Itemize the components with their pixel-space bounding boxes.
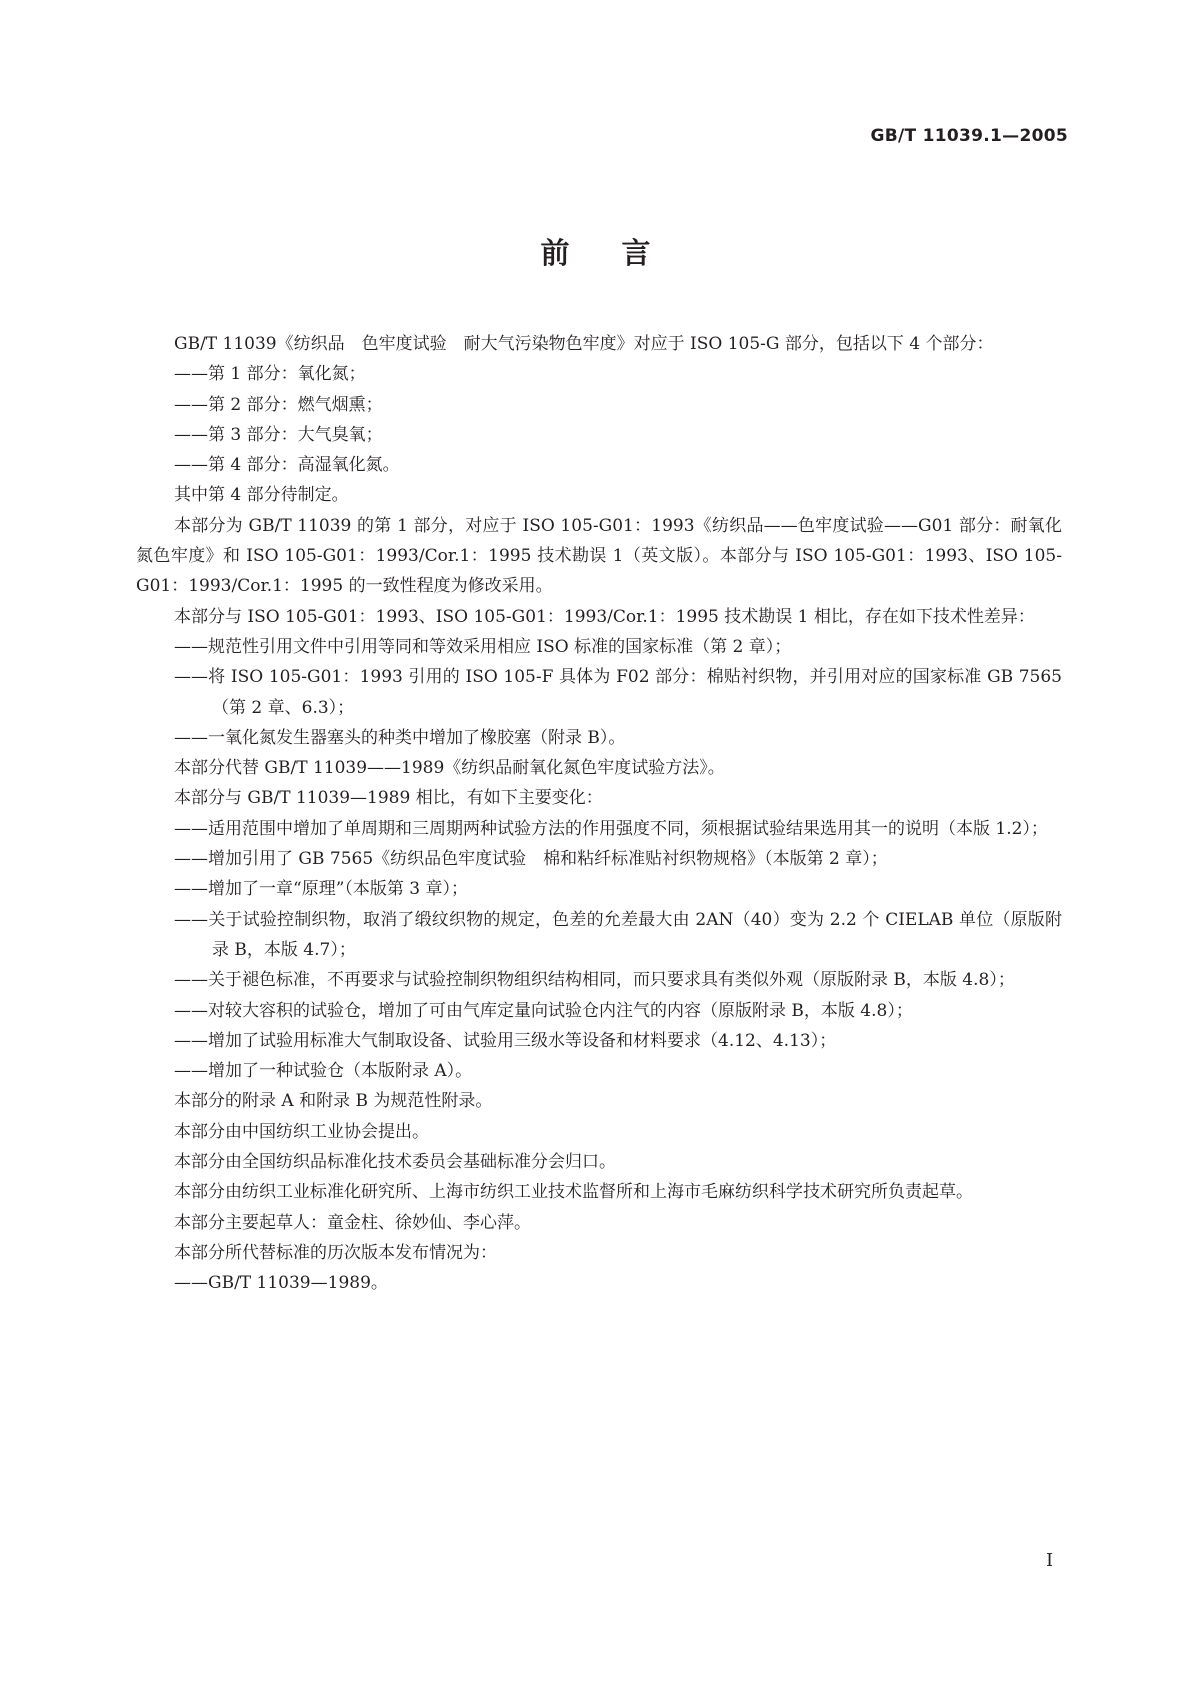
paragraph: 本部分与 ISO 105-G01：1993、ISO 105-G01：1993/Cor.1：1995 技术勘误 1 相比，存在如下技术性差异： [174,606,1035,627]
foreword-body [136,329,1062,1299]
paragraph: 本部分所代替标准的历次版本发布情况为： [174,1242,497,1263]
list-item: ——增加引用了 GB 7565《纺织品色牢度试验 棉和粘纤标准贴衬织物规格》（本版第 2 章）； [174,849,888,870]
list-item: ——增加了一章“原理”（本版第 3 章）； [174,879,469,900]
standard-code: GB/T 11039.1—2005 [870,126,1068,146]
list-item: ——关于褪色标准，不再要求与试验控制织物组织结构相同，而只要求具有类似外观（原版附录 B，本版 4.8）； [174,970,1015,991]
list-item: ——对较大容积的试验仓，增加了可由气库定量向试验仓内注气的内容（原版附录 B，本版 4.8）； [174,1000,913,1021]
paragraph: 本部分由中国纺织工业协会提出。 [174,1121,429,1142]
paragraph: 本部分为 GB/T 11039 的第 1 部分，对应于 ISO 105-G01：1993《纺织品——色牢度试验——G01 部分：耐氧化氮色牢度》和 ISO 105-G01：1993/Cor.1：1995 技术勘误 1（英文版）。本部分与 ISO 105-G01：1993、ISO 105-G01：1993/Cor.1：1995 的一致性程度为修改采用。 [136,515,1062,597]
list-item: ——GB/T 11039—1989。 [174,1273,388,1294]
paragraph: 本部分代替 GB/T 11039——1989《纺织品耐氧化氮色牢度试验方法》。 [174,758,725,779]
list-item: ——关于试验控制织物，取消了缎纹织物的规定，色差的允差最大由 2AN（40）变为 2.2 个 CIELAB 单位（原版附录 B，本版 4.7）； [174,909,1062,960]
paragraph: 本部分由全国纺织品标准化技术委员会基础标准分会归口。 [174,1152,616,1173]
page-title: 前言 [540,236,703,270]
list-item: ——适用范围中增加了单周期和三周期两种试验方法的作用强度不同，须根据试验结果选用其一的说明（本版 1.2）； [174,818,1048,839]
paragraph: 其中第 4 部分待制定。 [174,485,349,506]
paragraph: 本部分与 GB/T 11039—1989 相比，有如下主要变化： [174,788,603,809]
paragraph: 本部分的附录 A 和附录 B 为规范性附录。 [174,1091,493,1112]
page-number: I [1046,1550,1054,1571]
list-item: ——第 2 部分：燃气烟熏； [174,394,383,415]
list-item: ——第 3 部分：大气臭氧； [174,424,383,445]
list-item: ——增加了试验用标准大气制取设备、试验用三级水等设备和材料要求（4.12、4.13）； [174,1030,837,1051]
paragraph: 本部分主要起草人：童金柱、徐妙仙、李心萍。 [174,1212,531,1233]
paragraph: 本部分由纺织工业标准化研究所、上海市纺织工业技术监督所和上海市毛麻纺织科学技术研究所负责起草。 [174,1182,973,1203]
list-item: ——第 4 部分：高湿氧化氮。 [174,455,400,476]
list-item: ——将 ISO 105-G01：1993 引用的 ISO 105-F 具体为 F02 部分：棉贴衬织物，并引用对应的国家标准 GB 7565（第 2 章、6.3）； [174,667,1062,718]
list-item: ——规范性引用文件中引用等同和等效采用相应 ISO 标准的国家标准（第 2 章）； [174,636,792,657]
list-item: ——第 1 部分：氧化氮； [174,364,366,385]
list-item: ——一氧化氮发生器塞头的种类中增加了橡胶塞（附录 B）。 [174,727,626,748]
paragraph: GB/T 11039《纺织品 色牢度试验 耐大气污染物色牢度》对应于 ISO 105-G 部分，包括以下 4 个部分： [174,334,994,354]
list-item: ——增加了一种试验仓（本版附录 A）。 [174,1061,473,1082]
